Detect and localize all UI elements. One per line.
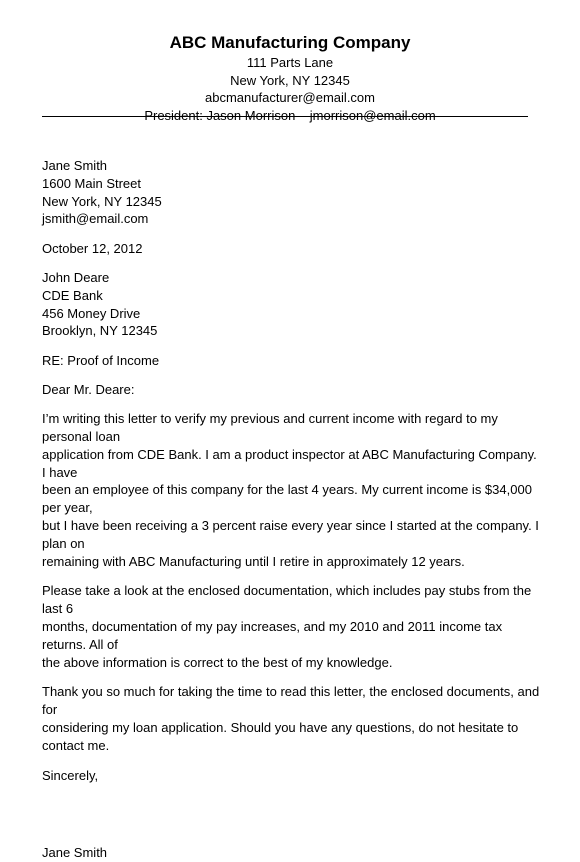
paragraph-1-line: remaining with ABC Manufacturing until I retire in approximately 12 years. — [42, 553, 465, 569]
paragraph-2-line: months, documentation of my pay increases, and my 2010 and 2011 income tax returns. All of — [42, 619, 503, 652]
sender-street: 1600 Main Street — [42, 175, 142, 191]
closing: Sincerely, — [42, 767, 99, 783]
subject-line: RE: Proof of Income — [42, 352, 160, 368]
paragraph-3 — [42, 683, 542, 754]
sender-city: New York, NY 12345 — [42, 193, 162, 209]
letterhead — [0, 32, 580, 124]
paragraph-3-line: Thank you so much for taking the time to read this letter, the enclosed documents, and for — [42, 684, 540, 718]
paragraph-1-line: but I have been receiving a 3 percent raise every year since I started at the company. I plan on — [42, 518, 539, 551]
company-president: President: Jason Morrison – jmorrison@email.com — [144, 107, 436, 123]
letter-date: October 12, 2012 — [42, 240, 143, 256]
signature-name: Jane Smith — [42, 845, 108, 861]
paragraph-1-line: been an employee of this company for the last 4 years. My current income is $34,000 per year, — [42, 482, 532, 516]
recipient-company: CDE Bank — [42, 287, 103, 303]
recipient-block — [42, 269, 542, 340]
company-address: 111 Parts Lane — [246, 55, 334, 70]
letterhead-divider — [42, 116, 528, 117]
sender-block — [42, 157, 542, 228]
recipient-city: Brooklyn, NY 12345 — [42, 323, 158, 339]
paragraph-1 — [42, 410, 542, 570]
recipient-name: John Deare — [42, 269, 110, 285]
sender-email: jsmith@email.com — [42, 211, 149, 227]
paragraph-2-line: the above information is correct to the best of my knowledge. — [42, 654, 393, 670]
salutation: Dear Mr. Deare: — [42, 381, 135, 397]
paragraph-1-line: application from CDE Bank. I am a product inspector at ABC Manufacturing Company. I have — [42, 446, 537, 480]
recipient-street: 456 Money Drive — [42, 305, 141, 321]
company-city: New York, NY 12345 — [230, 72, 350, 88]
letter-body — [42, 157, 542, 862]
paragraph-2 — [42, 582, 542, 671]
paragraph-3-line: considering my loan application. Should you have any questions, do not hesitate to contact me. — [42, 720, 519, 753]
sender-name: Jane Smith — [42, 158, 108, 173]
paragraph-2-line: Please take a look at the enclosed documentation, which includes pay stubs from the last 6 — [42, 583, 532, 617]
company-email: abcmanufacturer@email.com — [205, 90, 375, 105]
company-name: ABC Manufacturing Company — [169, 33, 411, 52]
paragraph-1-line: I’m writing this letter to verify my previous and current income with regard to my personal loan — [42, 411, 498, 445]
